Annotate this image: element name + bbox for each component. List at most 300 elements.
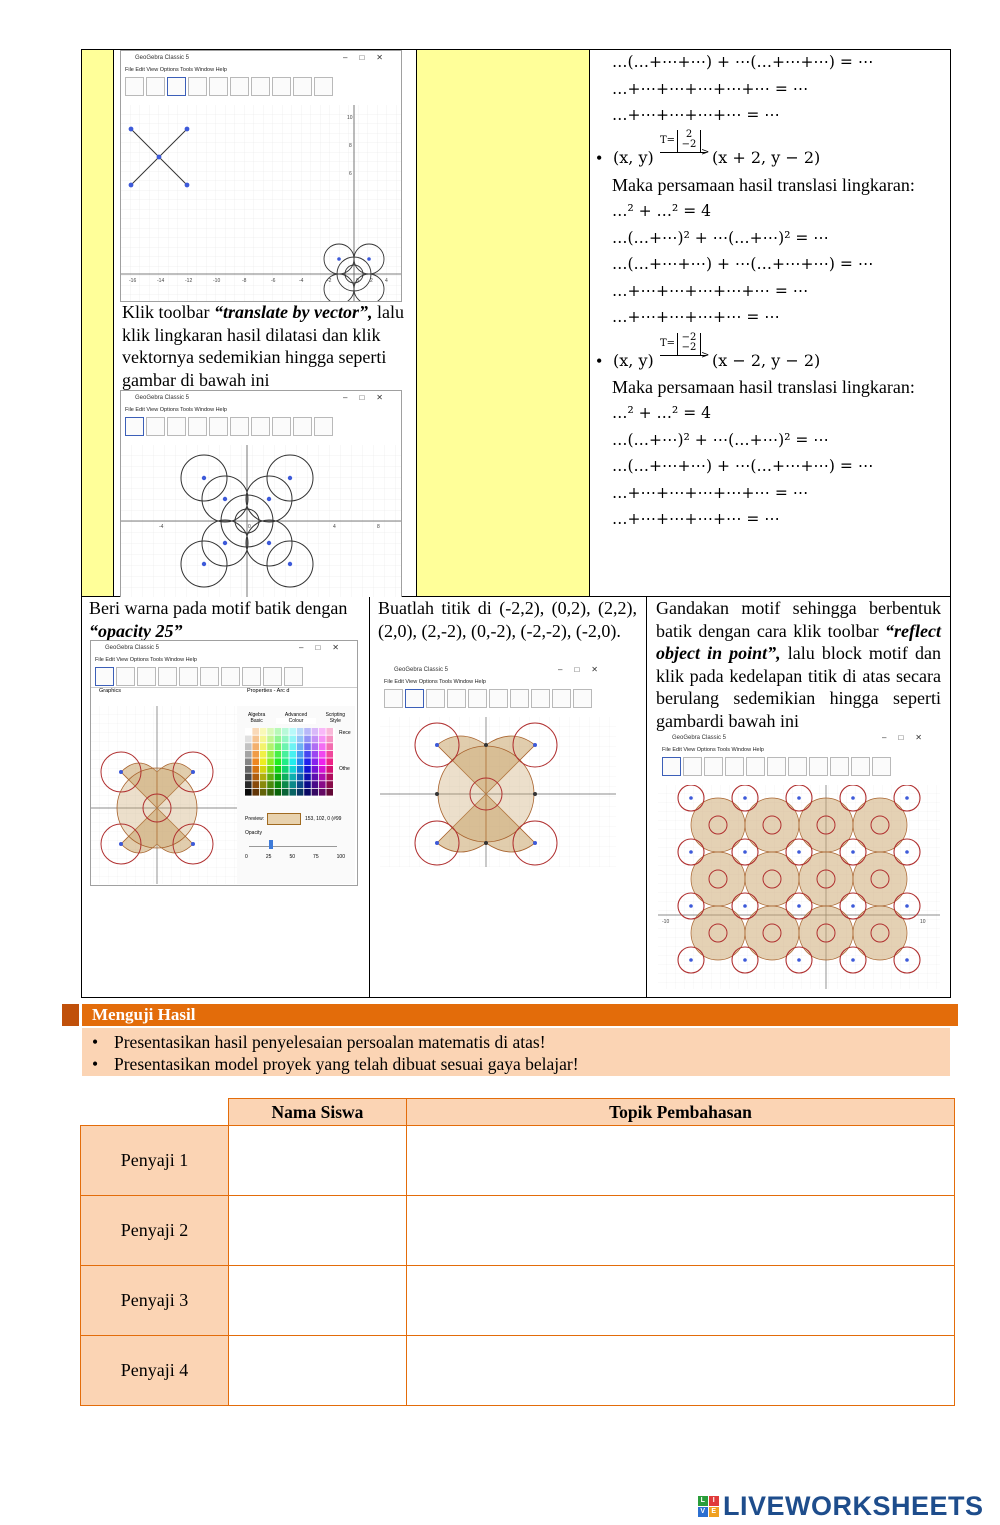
menu-bar[interactable]: File Edit View Options Tools Window Help (125, 407, 227, 413)
palette-swatch[interactable] (260, 766, 267, 773)
window-title: GeoGebra Classic 5 (672, 735, 727, 741)
palette-swatch[interactable] (252, 781, 259, 788)
palette-swatch[interactable] (267, 758, 274, 765)
x-tick: -8 (242, 278, 247, 284)
opacity-slider-track[interactable] (249, 846, 337, 847)
motif-tile (745, 852, 799, 906)
style-bar[interactable] (91, 697, 357, 706)
motif-point[interactable] (851, 850, 855, 854)
perpendicular-tool[interactable] (447, 689, 466, 708)
opacity-emphasis: “opacity 25” (89, 620, 183, 641)
palette-swatch[interactable] (304, 728, 311, 735)
motif-point[interactable] (689, 904, 693, 908)
palette-swatch[interactable] (282, 728, 289, 735)
circle-3pt-tool[interactable] (251, 417, 270, 436)
palette-swatch[interactable] (245, 789, 252, 796)
graphics-panel-header[interactable]: Graphics (99, 688, 122, 694)
menu-bar[interactable]: File Edit View Options Tools Window Help (662, 747, 764, 753)
palette-swatch[interactable] (312, 766, 319, 773)
palette-swatch[interactable] (260, 758, 267, 765)
topic-cell[interactable] (407, 1126, 955, 1196)
window-controls[interactable]: –□✕ (343, 53, 395, 62)
palette-swatch[interactable] (282, 758, 289, 765)
palette-swatch[interactable] (252, 751, 259, 758)
name-cell[interactable] (229, 1126, 407, 1196)
x-tick: 4 (333, 524, 336, 530)
graphics-view[interactable] (121, 105, 401, 301)
motif-point[interactable] (905, 796, 909, 800)
palette-swatch[interactable] (252, 789, 259, 796)
properties-tabs[interactable] (237, 712, 355, 724)
motif-point[interactable] (743, 796, 747, 800)
palette-swatch[interactable] (289, 766, 296, 773)
palette-swatch[interactable] (260, 736, 267, 743)
preview-label: Preview: (245, 816, 265, 822)
point-tool[interactable] (683, 757, 702, 776)
move-tool[interactable] (662, 757, 681, 776)
motif-point[interactable] (689, 796, 693, 800)
toolbar[interactable] (380, 687, 616, 709)
tab-basic[interactable]: Basic (250, 718, 263, 724)
y-tick: 6 (349, 171, 352, 177)
math-line: …+⋯+⋯+⋯+⋯ = ⋯ (612, 510, 780, 529)
palette-swatch[interactable] (312, 728, 319, 735)
palette-swatch[interactable] (289, 758, 296, 765)
palette-swatch[interactable] (275, 743, 282, 750)
motif-tile (853, 798, 907, 852)
palette-swatch[interactable] (289, 736, 296, 743)
motif-tile (799, 852, 853, 906)
middle-yellow-column (417, 50, 589, 596)
tab-advanced[interactable]: Advanced (284, 712, 308, 718)
math-line: …+⋯+⋯+⋯+⋯ = ⋯ (612, 106, 780, 125)
motif-tile (853, 852, 907, 906)
motif-tile (691, 798, 745, 852)
toolbar[interactable] (91, 665, 357, 687)
polygon-tool[interactable] (209, 77, 228, 96)
palette-swatch[interactable] (326, 736, 333, 743)
palette-swatch[interactable] (297, 774, 304, 781)
motif-point[interactable] (689, 850, 693, 854)
palette-swatch[interactable] (282, 789, 289, 796)
motif-point[interactable] (851, 904, 855, 908)
segment-tool[interactable] (426, 689, 445, 708)
math-line: …+⋯+⋯+⋯+⋯+⋯ = ⋯ (612, 79, 809, 98)
slider-tool[interactable] (552, 689, 571, 708)
palette-swatch[interactable] (260, 789, 267, 796)
math-block-a (612, 49, 873, 129)
reflect-emphasis: “reflect object in point”, (656, 620, 941, 663)
opacity-tick: 25 (265, 854, 272, 860)
palette-swatch[interactable] (260, 774, 267, 781)
math-line: …(…+⋯)² + ⋯(…+⋯)² = ⋯ (612, 430, 829, 449)
move-tool[interactable] (125, 417, 144, 436)
column-header-name: Nama Siswa (229, 1099, 407, 1126)
palette-swatch[interactable] (297, 743, 304, 750)
palette-swatch[interactable] (275, 736, 282, 743)
palette-swatch[interactable] (252, 728, 259, 735)
x-tick: -4 (299, 278, 304, 284)
palette-swatch[interactable] (319, 743, 326, 750)
opacity-ticks (245, 854, 345, 860)
circle-tool[interactable] (767, 757, 786, 776)
palette-swatch[interactable] (275, 728, 282, 735)
vector-top: −2 (681, 332, 697, 343)
properties-panel (237, 706, 355, 884)
perpendicular-tool[interactable] (725, 757, 744, 776)
palette-swatch[interactable] (245, 736, 252, 743)
palette-swatch[interactable] (245, 743, 252, 750)
vector-bracket (677, 130, 701, 152)
x-tick: -6 (271, 278, 276, 284)
angle-tool[interactable] (531, 689, 550, 708)
points-instruction: Buatlah titik di (-2,2), (0,2), (2,2), (2,0), (2,-2), (0,-2), (-2,-2), (-2,0). (378, 598, 637, 641)
opacity-label: Opacity (245, 830, 262, 836)
circle-3pt-tool[interactable] (221, 667, 240, 686)
palette-swatch[interactable] (319, 766, 326, 773)
properties-panel-header[interactable]: Properties - Arc d (247, 688, 290, 694)
palette-swatch[interactable] (289, 751, 296, 758)
palette-swatch[interactable] (267, 736, 274, 743)
slider-tool[interactable] (293, 417, 312, 436)
arrow-head: > (701, 350, 710, 361)
vector-bottom: −2 (681, 139, 697, 150)
palette-swatch[interactable] (245, 728, 252, 735)
circle-3pt-tool[interactable] (251, 77, 270, 96)
circle-tool[interactable] (230, 417, 249, 436)
palette-swatch[interactable] (289, 774, 296, 781)
motif-point[interactable] (797, 850, 801, 854)
palette-swatch[interactable] (289, 789, 296, 796)
motif-point[interactable] (851, 796, 855, 800)
circle-tool[interactable] (489, 689, 508, 708)
menu-bar[interactable]: File Edit View Options Tools Window Help (125, 67, 227, 73)
table-row (81, 1266, 955, 1336)
style-bar[interactable] (121, 437, 401, 445)
section-title: Menguji Hasil (82, 1004, 958, 1026)
palette-swatch[interactable] (282, 781, 289, 788)
point-tool[interactable] (116, 667, 135, 686)
palette-swatch[interactable] (245, 751, 252, 758)
segment-tool[interactable] (704, 757, 723, 776)
palette-swatch[interactable] (282, 766, 289, 773)
palette-swatch[interactable] (319, 774, 326, 781)
arrow-head: > (701, 147, 710, 158)
presenter-table (80, 1098, 955, 1406)
opacity-instruction (89, 597, 359, 642)
x-tick: -10 (213, 278, 221, 284)
angle-tool[interactable] (272, 417, 291, 436)
palette-swatch[interactable] (297, 789, 304, 796)
palette-swatch[interactable] (312, 736, 319, 743)
motif-point[interactable] (905, 904, 909, 908)
motif-tile (799, 798, 853, 852)
palette-swatch[interactable] (282, 751, 289, 758)
style-bar[interactable] (121, 97, 401, 105)
tab-scripting[interactable]: Scripting (325, 712, 346, 718)
tab-colour[interactable]: Colour (276, 718, 315, 724)
opacity-tick: 100 (336, 854, 345, 860)
circle-tool[interactable] (200, 667, 219, 686)
point-tool[interactable] (146, 417, 165, 436)
motif-point[interactable] (905, 958, 909, 962)
palette-swatch[interactable] (319, 751, 326, 758)
topic-cell[interactable] (407, 1266, 955, 1336)
palette-swatch[interactable] (252, 736, 259, 743)
window-title: GeoGebra Classic 5 (394, 667, 449, 673)
palette-swatch[interactable] (312, 743, 319, 750)
x-tick: 2 (370, 278, 373, 284)
name-cell[interactable] (229, 1336, 407, 1406)
graphics-view[interactable] (121, 445, 401, 597)
circle-tool[interactable] (230, 77, 249, 96)
palette-swatch[interactable] (297, 758, 304, 765)
translation-1-arrow (660, 128, 710, 170)
palette-swatch[interactable] (267, 751, 274, 758)
palette-swatch[interactable] (297, 751, 304, 758)
palette-swatch[interactable] (282, 743, 289, 750)
palette-swatch[interactable] (312, 758, 319, 765)
palette-swatch[interactable] (275, 781, 282, 788)
frame-line (369, 596, 370, 998)
angle-tool[interactable] (242, 667, 261, 686)
palette-swatch[interactable] (297, 781, 304, 788)
translation-1-result (712, 145, 820, 172)
translation-2-start: (x, y) (613, 351, 654, 370)
palette-swatch[interactable] (252, 758, 259, 765)
motif-tile (691, 852, 745, 906)
palette-swatch[interactable] (260, 751, 267, 758)
translation-2-lines (612, 400, 873, 533)
palette-swatch[interactable] (326, 758, 333, 765)
slider-tool[interactable] (263, 667, 282, 686)
palette-swatch[interactable] (326, 766, 333, 773)
motif-tile (799, 906, 853, 960)
angle-tool[interactable] (809, 757, 828, 776)
arrow-icon (660, 152, 706, 153)
perpendicular-tool[interactable] (188, 417, 207, 436)
geogebra-window (380, 663, 616, 868)
palette-swatch[interactable] (282, 774, 289, 781)
palette-swatch[interactable] (275, 751, 282, 758)
palette-swatch[interactable] (319, 758, 326, 765)
palette-swatch[interactable] (304, 789, 311, 796)
window-controls[interactable]: –□✕ (299, 643, 351, 652)
polygon-tool[interactable] (746, 757, 765, 776)
window-controls[interactable]: –□✕ (343, 393, 395, 402)
palette-swatch[interactable] (312, 781, 319, 788)
move-tool[interactable] (95, 667, 114, 686)
name-cell[interactable] (229, 1196, 407, 1266)
palette-swatch[interactable] (312, 789, 319, 796)
x-tick: 0 (356, 278, 359, 284)
x-tick: 0 (248, 524, 251, 530)
segment-tool[interactable] (167, 417, 186, 436)
perpendicular-tool[interactable] (188, 77, 207, 96)
style-bar[interactable] (380, 709, 616, 717)
move-tool[interactable] (384, 689, 403, 708)
menu-bar[interactable]: File Edit View Options Tools Window Help (384, 679, 486, 685)
palette-swatch[interactable] (319, 789, 326, 796)
palette-swatch[interactable] (260, 743, 267, 750)
palette-swatch[interactable] (252, 743, 259, 750)
opacity-tick: 75 (313, 854, 319, 860)
palette-swatch[interactable] (326, 781, 333, 788)
palette-swatch[interactable] (275, 766, 282, 773)
x-tick: -2 (327, 278, 332, 284)
window-controls[interactable]: –□✕ (882, 733, 934, 742)
motif-point[interactable] (797, 904, 801, 908)
graphics-view[interactable] (380, 717, 616, 867)
style-bar[interactable] (658, 777, 940, 785)
frame-line (646, 596, 647, 998)
point-tool[interactable] (146, 77, 165, 96)
palette-swatch[interactable] (245, 766, 252, 773)
column-header-topic: Topik Pembahasan (407, 1099, 955, 1126)
palette-swatch[interactable] (297, 736, 304, 743)
polygon-tool[interactable] (179, 667, 198, 686)
slider-tool[interactable] (851, 757, 870, 776)
palette-swatch[interactable] (319, 736, 326, 743)
palette-swatch[interactable] (275, 774, 282, 781)
palette-swatch[interactable] (245, 781, 252, 788)
palette-swatch[interactable] (282, 736, 289, 743)
palette-swatch[interactable] (275, 758, 282, 765)
palette-swatch[interactable] (289, 728, 296, 735)
motif-point[interactable] (851, 958, 855, 962)
move-view-tool[interactable] (573, 689, 592, 708)
motif-point[interactable] (743, 850, 747, 854)
toolbar[interactable] (121, 415, 401, 437)
math-line: …+⋯+⋯+⋯+⋯+⋯ = ⋯ (612, 483, 809, 502)
slider-tool[interactable] (293, 77, 312, 96)
palette-swatch[interactable] (297, 728, 304, 735)
palette-swatch[interactable] (304, 751, 311, 758)
move-view-tool[interactable] (314, 77, 333, 96)
angle-tool[interactable] (272, 77, 291, 96)
instruction-prefix: Klik toolbar (122, 302, 214, 322)
opacity-slider-handle[interactable] (269, 840, 273, 849)
x-tick: 8 (377, 524, 380, 530)
point-tool[interactable] (405, 689, 424, 708)
move-tool[interactable] (125, 77, 144, 96)
window-title: GeoGebra Classic 5 (135, 395, 190, 401)
toolbar[interactable] (658, 755, 940, 777)
logo-mark-icon: L I V E (698, 1496, 719, 1517)
palette-swatch[interactable] (260, 781, 267, 788)
y-tick: 10 (347, 115, 353, 121)
palette-swatch[interactable] (304, 781, 311, 788)
palette-swatch[interactable] (252, 766, 259, 773)
move-view-tool[interactable] (872, 757, 891, 776)
motif-point[interactable] (743, 904, 747, 908)
reflect-instruction-prefix: Gandakan motif sehingga berbentuk batik dengan cara klik toolbar (656, 598, 941, 641)
colour-palette[interactable] (245, 728, 335, 798)
palette-swatch[interactable] (304, 774, 311, 781)
opacity-tick: 0 (245, 854, 248, 860)
palette-swatch[interactable] (326, 743, 333, 750)
palette-swatch[interactable] (304, 758, 311, 765)
frame-line (950, 49, 951, 998)
motif-point[interactable] (689, 958, 693, 962)
table-row (81, 1336, 955, 1406)
section-bullets (82, 1028, 950, 1076)
translation-1-lines (612, 198, 873, 331)
x-tick: -10 (662, 919, 670, 925)
palette-swatch[interactable] (312, 751, 319, 758)
palette-swatch[interactable] (245, 758, 252, 765)
menu-bar[interactable]: File Edit View Options Tools Window Help (95, 657, 197, 663)
palette-swatch[interactable] (326, 774, 333, 781)
topic-cell[interactable] (407, 1336, 955, 1406)
segment-tool[interactable] (137, 667, 156, 686)
reflect-point-tool[interactable] (830, 757, 849, 776)
recent-colour-label: Rece (339, 730, 351, 736)
palette-swatch[interactable] (319, 728, 326, 735)
palette-swatch[interactable] (275, 789, 282, 796)
bullet: • (596, 148, 603, 168)
palette-swatch[interactable] (326, 751, 333, 758)
palette-swatch[interactable] (245, 774, 252, 781)
palette-swatch[interactable] (289, 743, 296, 750)
motif-point[interactable] (797, 796, 801, 800)
perpendicular-tool[interactable] (158, 667, 177, 686)
palette-swatch[interactable] (267, 766, 274, 773)
palette-swatch[interactable] (267, 743, 274, 750)
circle-3pt-tool[interactable] (788, 757, 807, 776)
window-titlebar (121, 51, 401, 65)
x-tick: -4 (159, 524, 164, 530)
window-title: GeoGebra Classic 5 (135, 55, 190, 61)
palette-swatch[interactable] (260, 728, 267, 735)
circle-3pt-tool[interactable] (510, 689, 529, 708)
palette-swatch[interactable] (326, 728, 333, 735)
motif-point[interactable] (797, 958, 801, 962)
tab-algebra[interactable]: Algebra (248, 712, 266, 718)
palette-swatch[interactable] (297, 766, 304, 773)
palette-swatch[interactable] (267, 728, 274, 735)
math-line: …+⋯+⋯+⋯+⋯+⋯ = ⋯ (612, 281, 809, 300)
palette-swatch[interactable] (252, 774, 259, 781)
motif-point[interactable] (743, 958, 747, 962)
palette-swatch[interactable] (319, 781, 326, 788)
window-controls[interactable]: –□✕ (558, 665, 610, 674)
name-cell[interactable] (229, 1266, 407, 1336)
tab-style[interactable]: Style (329, 718, 341, 724)
move-view-tool[interactable] (284, 667, 303, 686)
palette-swatch[interactable] (289, 781, 296, 788)
topic-cell[interactable] (407, 1196, 955, 1266)
palette-swatch[interactable] (312, 774, 319, 781)
palette-swatch[interactable] (267, 774, 274, 781)
translation-2-arrow (660, 331, 710, 373)
graphics-view[interactable] (658, 785, 940, 989)
palette-swatch[interactable] (304, 736, 311, 743)
graphics-view[interactable] (91, 706, 237, 884)
palette-swatch[interactable] (326, 789, 333, 796)
palette-swatch[interactable] (267, 789, 274, 796)
frame-line (113, 49, 114, 596)
move-view-tool[interactable] (314, 417, 333, 436)
segment-tool[interactable] (167, 77, 186, 96)
palette-swatch[interactable] (304, 743, 311, 750)
polygon-tool[interactable] (209, 417, 228, 436)
polygon-tool[interactable] (468, 689, 487, 708)
palette-swatch[interactable] (267, 781, 274, 788)
palette-swatch[interactable] (304, 766, 311, 773)
toolbar[interactable] (121, 75, 401, 97)
motif-point[interactable] (905, 850, 909, 854)
